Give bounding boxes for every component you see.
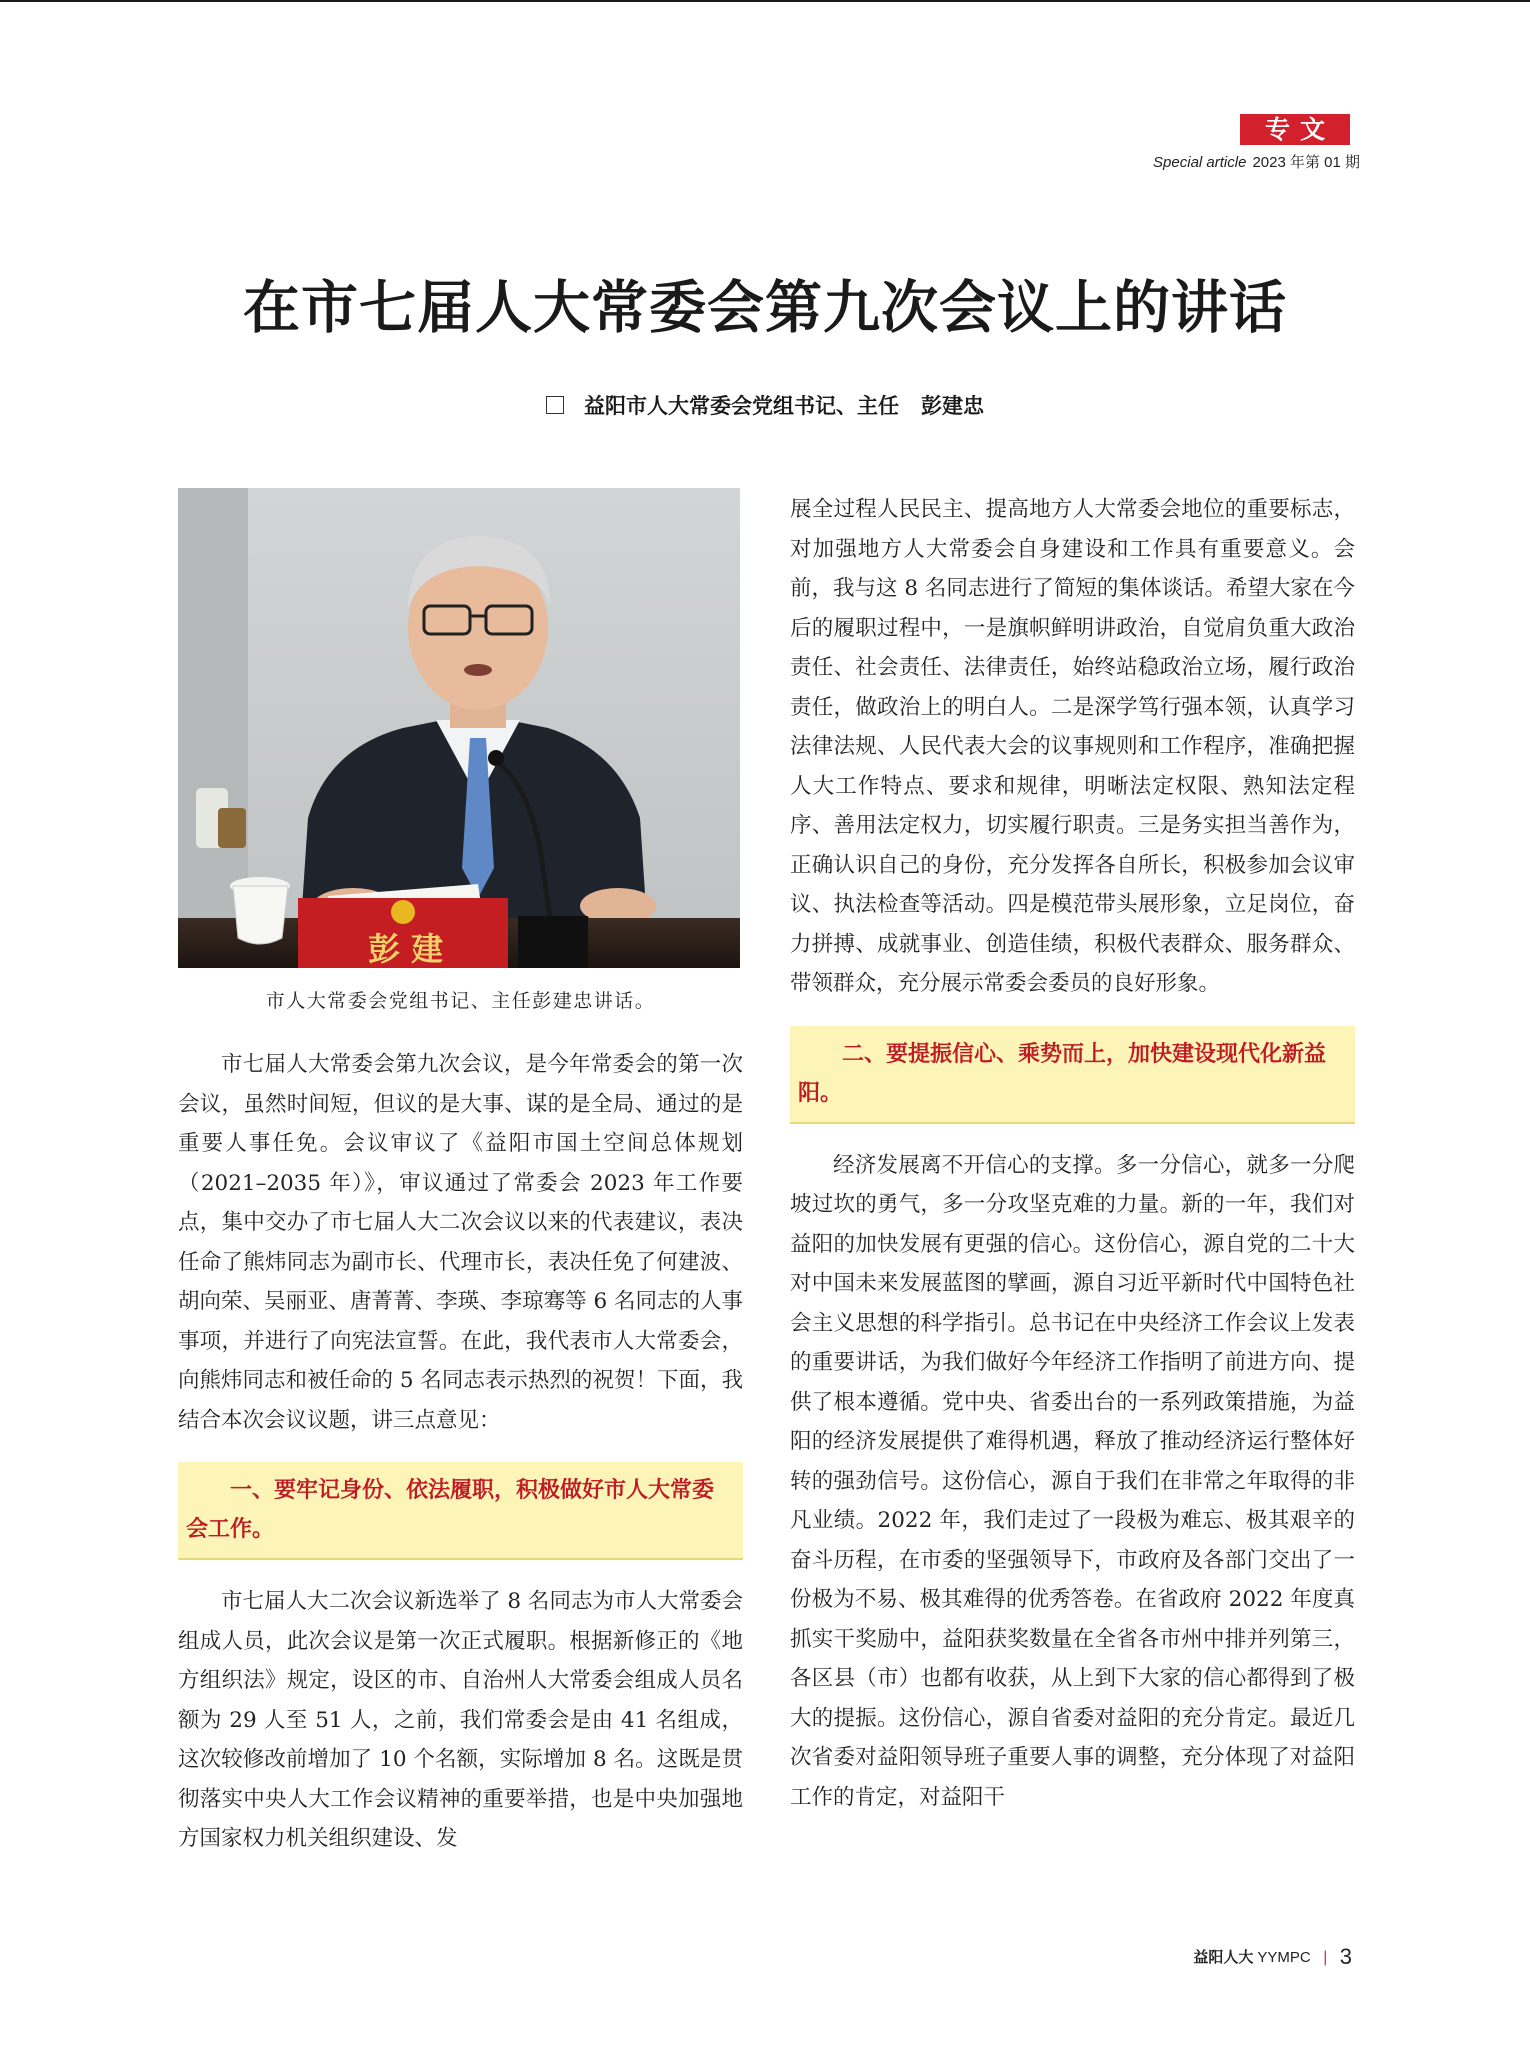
footer-separator: | — [1322, 1948, 1328, 1966]
speaker-illustration — [178, 488, 740, 968]
author-name: 彭建忠 — [921, 394, 984, 418]
page-footer — [1193, 1944, 1352, 1970]
intro-paragraph: 市七届人大常委会第九次会议，是今年常委会的第一次会议，虽然时间短，但议的是大事、谋的是全局、通过的是重要人事任免。会议审议了《益阳市国土空间总体规划（2021–2035 年）》，审议通过了常委会 2023 年工作要点，集中交办了市七届人大二次会议以来的代表建议，表决任命了熊炜同志为副市长、代理市长，表决任免了何建波、胡向荣、吴丽亚、唐菁菁、李瑛、李琼骞等 6 名同志的人事事项，并进行了向宪法宣誓。在此，我代表市人大常委会，向熊炜同志和被任命的 5 名同志表示热烈的祝贺！下面，我结合本次会议议题，讲三点意见： — [178, 1052, 743, 1433]
issue-number: 2023 年第 01 期 — [1252, 154, 1360, 171]
section1-paragraph-continued: 展全过程人民民主、提高地方人大常委会地位的重要标志，对加强地方人大常委会自身建设和工作具有重要意义。会前，我与这 8 名同志进行了简短的集体谈话。希望大家在今后的履职过程中，一是旗帜鲜明讲政治，自觉肩负重大政治责任、社会责任、法律责任，始终站稳政治立场，履行政治责任，做政治上的明白人。二是深学笃行强本领，认真学习法律法规、人民代表大会的议事规则和工作程序，准确把握人大工作特点、要求和规律，明晰法定权限、熟知法定程序、善用法定权力，切实履行职责。三是务实担当善作为，正确认识自己的身份，充分发挥各自所长，积极参加会议审议、执法检查等活动。四是模范带头展形象，立足岗位，奋力拼搏、成就事业、创造佳绩，积极代表群众、服务群众、带领群众，充分展示常委会委员的良好形象。 — [790, 497, 1355, 996]
speaker-photo — [178, 488, 740, 968]
byline — [0, 390, 1530, 420]
article-title: 在市七届人大常委会第九次会议上的讲话 — [243, 274, 1287, 341]
square-bullet-icon — [546, 396, 564, 414]
right-column — [790, 490, 1355, 1817]
section-heading-2: 二、要提振信心、乘势而上，加快建设现代化新益阳。 — [790, 1026, 1355, 1124]
section-english: Special article — [1153, 154, 1247, 171]
top-border-rule — [0, 0, 1530, 2]
magazine-name: 益阳人大 — [1193, 1948, 1254, 1966]
section-heading-1: 一、要牢记身份、依法履职，积极做好市人大常委会工作。 — [178, 1462, 743, 1560]
author-role: 益阳市人大常委会党组书记、主任 — [584, 394, 899, 418]
magazine-abbrev: YYMPC — [1257, 1949, 1311, 1966]
section-tag: 专文 — [1240, 114, 1350, 145]
issue-line — [1153, 151, 1360, 172]
section1-paragraph: 市七届人大二次会议新选举了 8 名同志为市人大常委会组成人员，此次会议是第一次正式履职。根据新修正的《地方组织法》规定，设区的市、自治州人大常委会组成人员名额为 29 人至 51 人，之前，我们常委会是由 41 名组成，这次较修改前增加了 10 个名额，实际增加 8 名。这既是贯彻落实中央人大工作会议精神的重要举措，也是中央加强地方国家权力机关组织建设、发 — [178, 1589, 743, 1851]
photo-caption: 市人大常委会党组书记、主任彭建忠讲话。 — [265, 990, 656, 1012]
nameplate-text: 彭 建 — [368, 930, 444, 968]
page-number: 3 — [1339, 1944, 1352, 1969]
section2-paragraph: 经济发展离不开信心的支撑。多一分信心，就多一分爬坡过坎的勇气，多一分攻坚克难的力量。新的一年，我们对益阳的加快发展有更强的信心。这份信心，源自党的二十大对中国未来发展蓝图的擘画，源自习近平新时代中国特色社会主义思想的科学指引。总书记在中央经济工作会议上发表的重要讲话，为我们做好今年经济工作指明了前进方向、提供了根本遵循。党中央、省委出台的一系列政策措施，为益阳的经济发展提供了难得机遇，释放了推动经济运行整体好转的强劲信号。这份信心，源自于我们在非常之年取得的非凡业绩。2022 年，我们走过了一段极为难忘、极其艰辛的奋斗历程，在市委的坚强领导下，市政府及各部门交出了一份极为不易、极其难得的优秀答卷。在省政府 2022 年度真抓实干奖励中，益阳获奖数量在全省各市州中排并列第三，各区县（市）也都有收获，从上到下大家的信心都得到了极大的提振。这份信心，源自省委对益阳的充分肯定。最近几次省委对益阳领导班子重要人事的调整，充分体现了对益阳工作的肯定，对益阳干 — [790, 1152, 1355, 1810]
left-column — [178, 488, 743, 1859]
